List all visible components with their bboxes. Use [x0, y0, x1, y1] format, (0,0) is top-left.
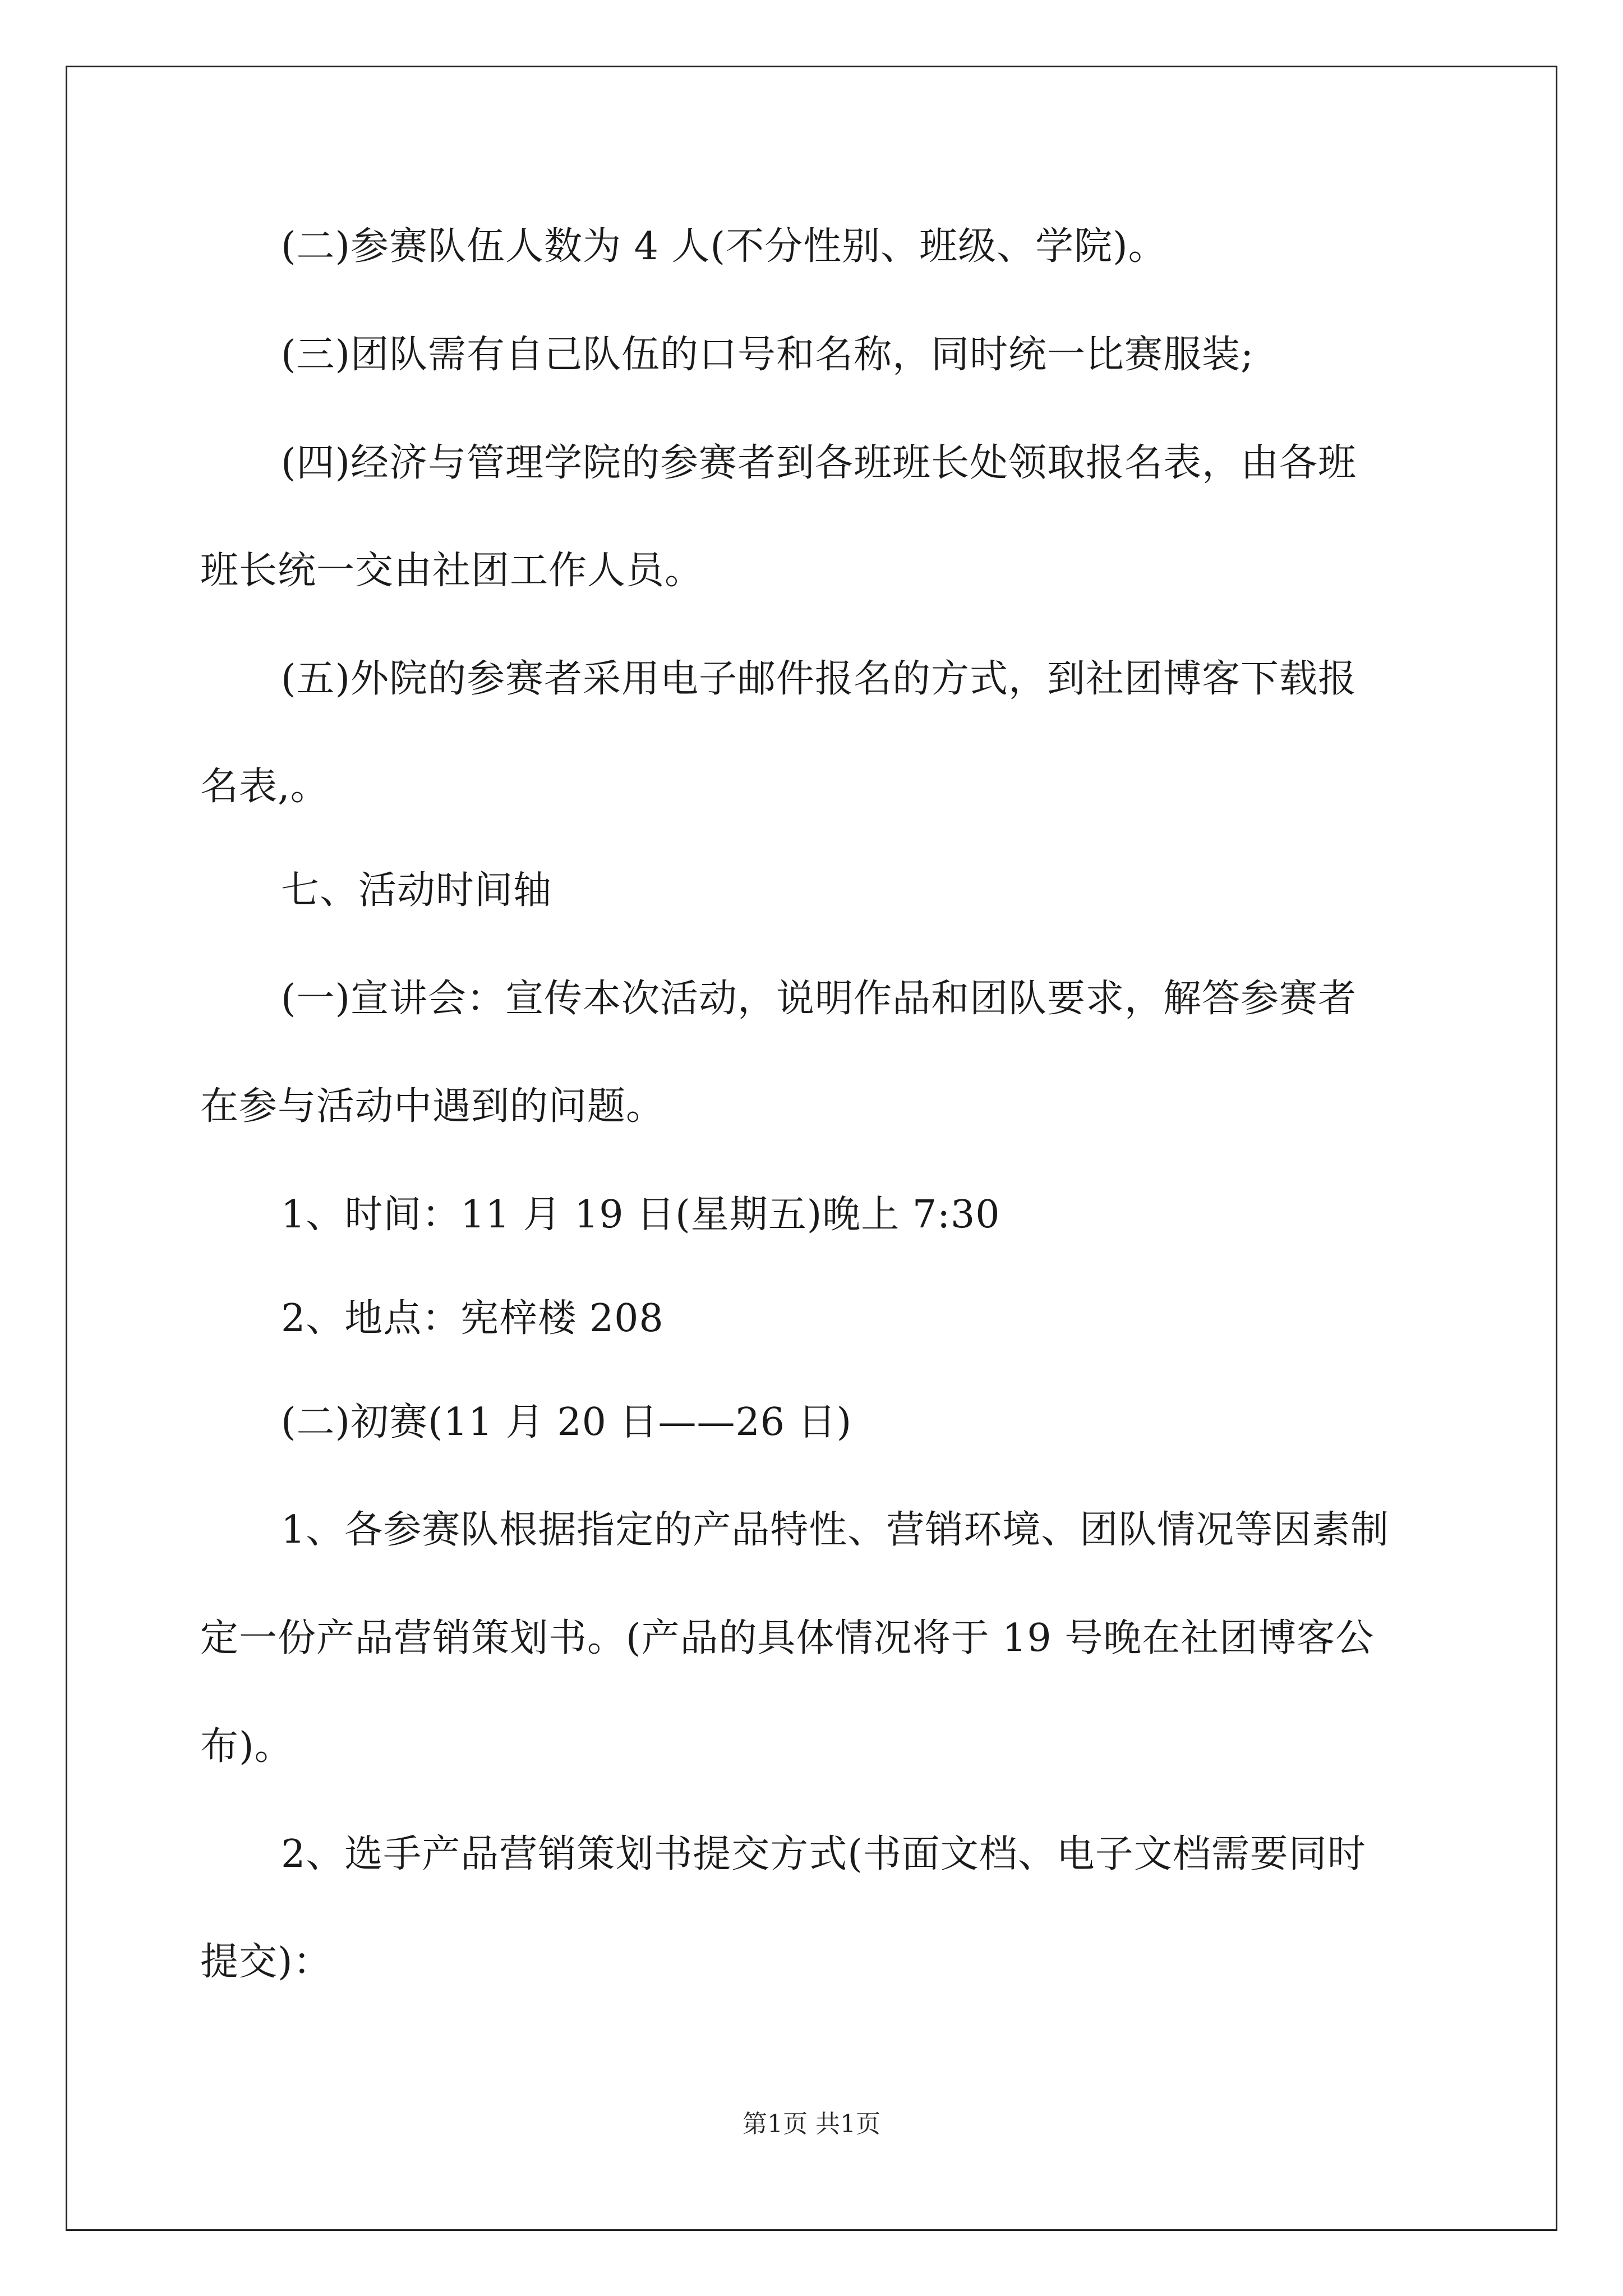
paragraph-line: (二)参赛队伍人数为 4 人(不分性别、班级、学院)。 — [281, 224, 1167, 269]
paragraph-line: (五)外院的参赛者采用电子邮件报名的方式，到社团博客下载报 — [281, 657, 1357, 701]
paragraph-line: (四)经济与管理学院的参赛者到各班班长处领取报名表，由各班 — [281, 441, 1357, 485]
paragraph-line: 班长统一交由社团工作人员。 — [200, 549, 704, 593]
paragraph-line: (一)宣讲会：宣传本次活动，说明作品和团队要求，解答参赛者 — [281, 977, 1357, 1021]
page-border — [66, 66, 1557, 2231]
paragraph-line: 布)。 — [200, 1724, 293, 1769]
paragraph-line: 1、时间：11 月 19 日(星期五)晚上 7:30 — [281, 1193, 1000, 1237]
paragraph-line: 名表,。 — [200, 765, 329, 809]
paragraph-line: 2、地点：宪梓楼 208 — [281, 1296, 664, 1341]
paragraph-line: 定一份产品营销策划书。(产品的具体情况将于 19 号晚在社团博客公 — [200, 1616, 1375, 1660]
paragraph-line: (三)团队需有自己队伍的口号和名称，同时统一比赛服装; — [281, 333, 1254, 377]
paragraph-line: 在参与活动中遇到的问题。 — [200, 1084, 665, 1129]
paragraph-line: 提交)： — [200, 1940, 332, 1984]
section-heading: 七、活动时间轴 — [281, 868, 552, 913]
page-footer: 第1页 共1页 — [743, 2110, 880, 2138]
paragraph-line: (二)初赛(11 月 20 日——26 日) — [281, 1400, 852, 1444]
paragraph-line: 1、各参赛队根据指定的产品特性、营销环境、团队情况等因素制 — [281, 1508, 1390, 1552]
paragraph-line: 2、选手产品营销策划书提交方式(书面文档、电子文档需要同时 — [281, 1832, 1366, 1876]
